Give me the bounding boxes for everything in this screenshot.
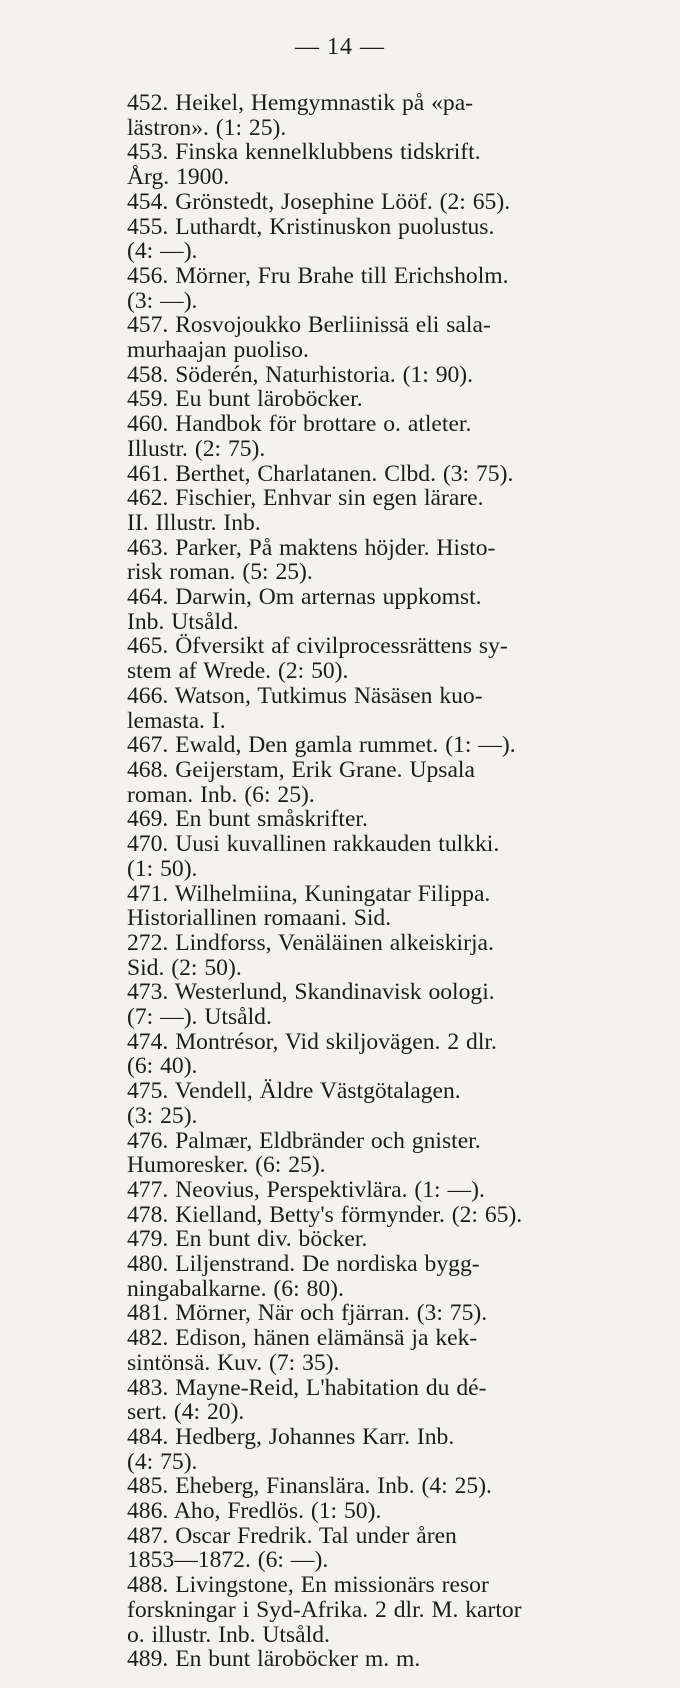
catalog-line: 483. Mayne-Reid, L'habitation du dé-	[127, 1374, 487, 1401]
catalog-line: 1853—1872. (6: —).	[127, 1547, 329, 1574]
catalog-line: 456. Mörner, Fru Brahe till Erichsholm.	[127, 262, 509, 289]
catalog-line: 465. Öfversikt af civilprocessrättens sy-	[127, 633, 508, 660]
catalog-line: murhaajan puoliso.	[127, 337, 309, 364]
catalog-line: 475. Vendell, Äldre Västgötalagen.	[127, 1078, 461, 1105]
catalog-line: ningabalkarne. (6: 80).	[127, 1275, 344, 1302]
catalog-line: Sid. (2: 50).	[127, 954, 242, 981]
catalog-line: stem af Wrede. (2: 50).	[127, 658, 349, 685]
catalog-line: (4: —).	[127, 238, 198, 265]
catalog-line: sert. (4: 20).	[127, 1399, 245, 1426]
catalog-line: 487. Oscar Fredrik. Tal under åren	[127, 1522, 457, 1549]
catalog-line: 462. Fischier, Enhvar sin egen lärare.	[127, 485, 484, 512]
catalog-line: 471. Wilhelmiina, Kuningatar Filippa.	[127, 880, 491, 907]
catalog-line: 464. Darwin, Om arternas uppkomst.	[127, 584, 482, 611]
catalog-line: Inb. Utsåld.	[127, 608, 239, 635]
catalog-line: 470. Uusi kuvallinen rakkauden tulkki.	[127, 831, 500, 858]
catalog-line: 480. Liljenstrand. De nordiska bygg-	[127, 1251, 480, 1278]
catalog-line: 457. Rosvojoukko Berliinissä eli sala-	[127, 312, 491, 339]
catalog-line: (7: —). Utsåld.	[127, 1004, 272, 1031]
catalog-line: forskningar i Syd-Afrika. 2 dlr. M. kartor	[127, 1596, 522, 1623]
catalog-line: 452. Heikel, Hemgymnastik på «pa-	[127, 90, 474, 116]
catalog-line: (3: 25).	[127, 1102, 198, 1129]
catalog-line: lemasta. I.	[127, 707, 226, 734]
catalog-line: (6: 40).	[127, 1053, 198, 1080]
catalog-line: Årg. 1900.	[127, 164, 230, 191]
page-number: — 14 —	[295, 34, 385, 60]
catalog-column	[127, 91, 597, 1672]
catalog-line: 485. Eheberg, Finanslära. Inb. (4: 25).	[127, 1473, 492, 1500]
catalog-line: risk roman. (5: 25).	[127, 559, 313, 586]
catalog-line: 478. Kielland, Betty's förmynder. (2: 65).	[127, 1201, 523, 1228]
catalog-line: 476. Palmær, Eldbränder och gnister.	[127, 1127, 481, 1154]
catalog-line: (4: 75).	[127, 1448, 198, 1475]
catalog-line: 469. En bunt småskrifter.	[127, 806, 368, 833]
catalog-line: 466. Watson, Tutkimus Näsäsen kuo-	[127, 682, 483, 709]
catalog-line: 453. Finska kennelklubbens tidskrift.	[127, 139, 481, 166]
catalog-line: 458. Söderén, Naturhistoria. (1: 90).	[127, 361, 474, 388]
catalog-line: 473. Westerlund, Skandinavisk oologi.	[127, 979, 495, 1006]
catalog-line: II. Illustr. Inb.	[127, 509, 261, 536]
catalog-line: o. illustr. Inb. Utsåld.	[127, 1621, 330, 1648]
catalog-line: 482. Edison, hänen elämänsä ja kek-	[127, 1325, 478, 1352]
catalog-line: 455. Luthardt, Kristinuskon puolustus.	[127, 213, 495, 240]
catalog-line: 488. Livingstone, En missionärs resor	[127, 1572, 489, 1599]
catalog-line: Humoresker. (6: 25).	[127, 1152, 326, 1179]
catalog-line: 486. Aho, Fredlös. (1: 50).	[127, 1498, 382, 1525]
catalog-line: (1: 50).	[127, 855, 198, 882]
catalog-line: Historiallinen romaani. Sid.	[127, 905, 392, 932]
catalog-line: 477. Neovius, Perspektivlära. (1: —).	[127, 1176, 485, 1203]
catalog-line: 272. Lindforss, Venäläinen alkeiskirja.	[127, 929, 494, 956]
catalog-line: 467. Ewald, Den gamla rummet. (1: —).	[127, 732, 516, 759]
catalog-line: 484. Hedberg, Johannes Karr. Inb.	[127, 1423, 455, 1450]
catalog-line: Illustr. (2: 75).	[127, 435, 266, 462]
catalog-line: 459. Eu bunt läroböcker.	[127, 386, 363, 413]
catalog-line: 489. En bunt läroböcker m. m.	[127, 1646, 421, 1673]
catalog-line: 463. Parker, På maktens höjder. Histo-	[127, 534, 496, 561]
catalog-line: 460. Handbok för brottare o. atleter.	[127, 411, 472, 438]
catalog-line: 474. Montrésor, Vid skiljovägen. 2 dlr.	[127, 1028, 497, 1055]
catalog-line: 454. Grönstedt, Josephine Lööf. (2: 65).	[127, 188, 511, 215]
catalog-line: (3: —).	[127, 287, 198, 314]
catalog-line: 479. En bunt div. böcker.	[127, 1226, 368, 1253]
catalog-line: sintönsä. Kuv. (7: 35).	[127, 1349, 340, 1376]
catalog-line: 481. Mörner, När och fjärran. (3: 75).	[127, 1300, 488, 1327]
catalog-line: roman. Inb. (6: 25).	[127, 781, 315, 808]
catalog-line: 461. Berthet, Charlatanen. Clbd. (3: 75).	[127, 460, 514, 487]
catalog-line: lästron». (1: 25).	[127, 114, 287, 141]
catalog-line: 468. Geijerstam, Erik Grane. Upsala	[127, 756, 475, 783]
